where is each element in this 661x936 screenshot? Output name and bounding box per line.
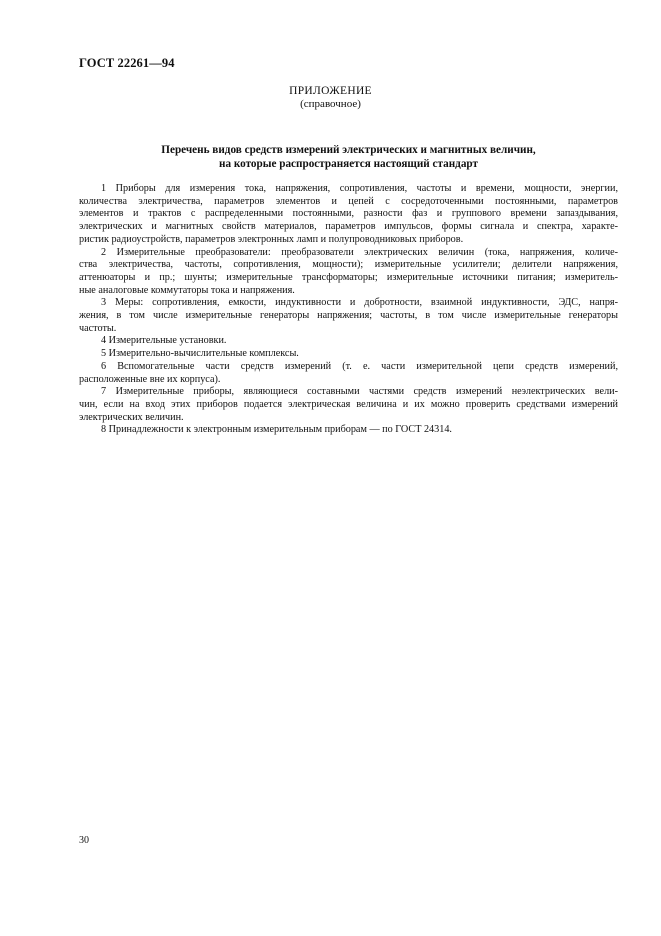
paragraph-line: электрических и магнитных свойств материалов, параметров импульсов, формы сигнала и спектра, характе-	[79, 221, 618, 233]
page-number: 30	[79, 835, 89, 846]
paragraph-6	[79, 361, 618, 386]
paragraph-line: количества электричества, параметров элементов и цепей с сосредоточенными постоянными, параметров	[79, 195, 618, 207]
paragraph-line: аттенюаторы и пр.; шунты; измерительные трансформаторы; измерительные источники питания; измеритель-	[79, 271, 618, 283]
paragraph-5	[79, 348, 618, 361]
paragraph-line: электрических величин.	[79, 411, 184, 423]
paragraph-line: 2 Измерительные преобразователи: преобразователи электрических величин (тока, напряжения, количе-	[101, 246, 618, 258]
appendix-title: ПРИЛОЖЕНИЕ	[289, 85, 372, 97]
paragraph-line: 8 Принадлежности к электронным измерительным приборам — по ГОСТ 24314.	[101, 424, 452, 436]
paragraph-8	[79, 424, 618, 437]
paragraph-line: частоты.	[79, 322, 117, 334]
paragraph-line: расположенные вне их корпуса).	[79, 373, 221, 385]
paragraph-2	[79, 247, 618, 298]
document-code: ГОСТ 22261—94	[79, 56, 175, 70]
paragraph-line: 6 Вспомогательные части средств измерений (т. е. части измерительной цепи средств измерений,	[101, 360, 618, 372]
paragraph-line: ные аналоговые коммутаторы тока и напряжения.	[79, 284, 295, 296]
body-text	[79, 183, 618, 437]
paragraph-line: 3 Меры: сопротивления, емкости, индуктивности и добротности, взаимной индуктивности, ЭДС, напря-	[101, 297, 618, 309]
section-heading-line-2: на которые распространяется настоящий стандарт	[219, 158, 478, 170]
section-heading-line-1: Перечень видов средств измерений электрических и магнитных величин,	[161, 144, 536, 156]
paragraph-line: ства электричества, частоты, сопротивления, мощности); измерительные усилители; делители напряжения,	[79, 259, 618, 271]
paragraph-4	[79, 335, 618, 348]
paragraph-line: ристик радиоустройств, параметров электронных ламп и полупроводниковых приборов.	[79, 233, 464, 245]
paragraph-3	[79, 297, 618, 335]
appendix-note: (справочное)	[300, 98, 361, 110]
paragraph-line: 1 Приборы для измерения тока, напряжения, сопротивления, частоты и времени, мощности, энергии,	[101, 183, 618, 194]
paragraph-line: элементов и трактов с распределенными постоянными, разности фаз и группового времени запаздывания,	[79, 208, 618, 220]
paragraph-line: 7 Измерительные приборы, являющиеся составными частями средств измерений неэлектрических вели-	[101, 386, 618, 398]
paragraph-7	[79, 386, 618, 424]
paragraph-line: жения, в том числе измерительные генераторы напряжения; частоты, в том числе измерительные генераторы	[79, 310, 618, 322]
paragraph-line: чин, если на вход этих приборов подается электрическая величина и их можно проверить средствами измерений	[79, 398, 618, 410]
paragraph-1	[79, 183, 618, 247]
paragraph-line: 4 Измерительные установки.	[101, 335, 227, 347]
paragraph-line: 5 Измерительно-вычислительные комплексы.	[101, 348, 299, 360]
section-heading	[79, 143, 618, 171]
